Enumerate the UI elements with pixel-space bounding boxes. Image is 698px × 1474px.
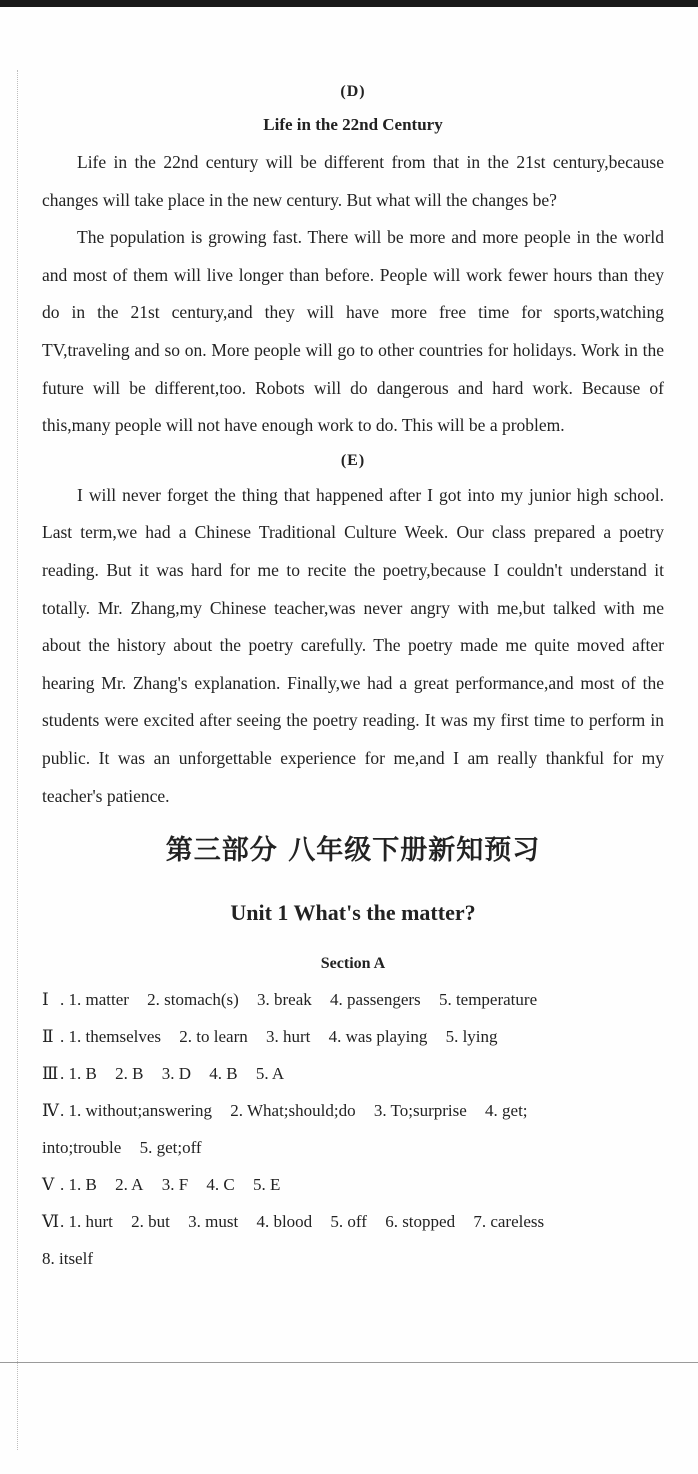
answer-item: 1. B [68, 1175, 97, 1195]
answer-row: Ⅰ . 1. matter 2. stomach(s) 3. break 4. passengers 5. temperature [42, 981, 664, 1018]
answer-item: 4. B [209, 1064, 238, 1084]
passage-e-label: (E) [340, 451, 366, 469]
passage-d-title: Life in the 22nd Century [263, 115, 443, 134]
answer-item: 2. but [131, 1212, 170, 1232]
answer-row: Ⅲ. 1. B 2. B 3. D 4. B 5. A [42, 1055, 664, 1092]
answer-row: Ⅱ . 1. themselves 2. to learn 3. hurt 4. was playing 5. lying [42, 1018, 664, 1055]
answer-item: 4. get; [485, 1101, 528, 1121]
answer-item: 5. E [253, 1175, 281, 1195]
answer-row-continuation [42, 1240, 664, 1277]
answer-item: 5. temperature [438, 990, 538, 1010]
answer-row: Ⅵ. 1. hurt 2. but 3. must 4. blood 5. off 6. stopped 7. careless [42, 1203, 664, 1240]
answer-item: 5. lying [445, 1027, 498, 1047]
document-page [42, 76, 664, 1277]
passage-e [42, 445, 664, 815]
binding-margin-line [17, 70, 18, 1450]
answer-item: 3. F [161, 1175, 189, 1195]
answer-item: 1. themselves [68, 1027, 162, 1047]
passage-d-paragraph: The population is growing fast. There will be more and more people in the world and most of them will live longer than before. People will work fewer hours than they do in the 21st century,and they will have more free time for sports,watching TV,traveling and so on. More people will go to other countries for holidays. Work in the future will be different,too. Robots will do dangerous and hard work. Because of this,many people will not have enough work to do. This will be a problem. [42, 227, 664, 436]
answer-item: 3. hurt [266, 1027, 311, 1047]
answer-item: 3. break [257, 990, 312, 1010]
answer-numeral: Ⅵ [42, 1212, 60, 1232]
passage-e-paragraph: I will never forget the thing that happened after I got into my junior high school. Last term,we had a Chinese Traditional Culture Week. Our class prepared a poetry reading. But it was hard for me to recite the poetry,because I couldn't understand it totally. Mr. Zhang,my Chinese teacher,was never angry with me,but talked with me about the history about the poetry carefully. The poetry made me quite moved after hearing Mr. Zhang's explanation. Finally,we had a great performance,and most of the students were excited after seeing the poetry reading. It was my first time to perform in public. It was an unforgettable experience for me,and I am really thankful for my teacher's patience. [42, 484, 664, 806]
answer-item: 2. What;should;do [230, 1101, 356, 1121]
answer-item: 1. matter [68, 990, 129, 1010]
answer-item: 2. to learn [179, 1027, 248, 1047]
answer-item: into;trouble [42, 1138, 122, 1158]
answer-numeral: Ⅱ [42, 1027, 54, 1047]
passage-d-label: (D) [340, 83, 366, 100]
answer-item: 6. stopped [385, 1212, 456, 1232]
page-top-border [0, 0, 698, 7]
answer-item: 2. B [115, 1064, 144, 1084]
answer-item: 5. A [255, 1064, 285, 1084]
answer-numeral: Ⅴ [42, 1175, 55, 1195]
answer-numeral: Ⅰ [42, 990, 49, 1010]
answer-item: 3. must [188, 1212, 239, 1232]
answer-row-continuation [42, 1129, 664, 1166]
passage-d [42, 76, 664, 445]
answer-item: 3. D [161, 1064, 191, 1084]
answer-item: 4. blood [256, 1212, 313, 1232]
horizontal-rule [0, 1362, 698, 1363]
answer-item: 8. itself [42, 1249, 93, 1269]
answer-item: 2. stomach(s) [147, 990, 239, 1010]
answer-key [42, 981, 664, 1277]
part-title: 第三部分 八年级下册新知预习 [165, 835, 541, 867]
answer-item: 1. without;answering [68, 1101, 213, 1121]
answer-numeral: Ⅲ [42, 1064, 59, 1084]
answer-item: 4. C [206, 1175, 235, 1195]
answer-item: 4. was playing [328, 1027, 428, 1047]
answer-row: Ⅴ . 1. B 2. A 3. F 4. C 5. E [42, 1166, 664, 1203]
answer-numeral: Ⅳ [42, 1101, 59, 1121]
answer-row: Ⅳ. 1. without;answering 2. What;should;do 3. To;surprise 4. get; [42, 1092, 664, 1129]
answer-item: 7. careless [473, 1212, 545, 1232]
answer-item: 3. To;surprise [373, 1101, 467, 1121]
section-title: Section A [320, 955, 386, 973]
answer-item: 5. get;off [139, 1138, 202, 1158]
passage-d-paragraph: Life in the 22nd century will be different from that in the 21st century,because changes will take place in the new century. But what will the changes be? [42, 152, 664, 210]
answer-item: 1. B [68, 1064, 97, 1084]
answer-item: 5. off [330, 1212, 367, 1232]
answer-item: 1. hurt [68, 1212, 113, 1232]
answer-item: 2. A [115, 1175, 144, 1195]
unit-title: Unit 1 What's the matter? [230, 900, 476, 926]
answer-item: 4. passengers [330, 990, 421, 1010]
